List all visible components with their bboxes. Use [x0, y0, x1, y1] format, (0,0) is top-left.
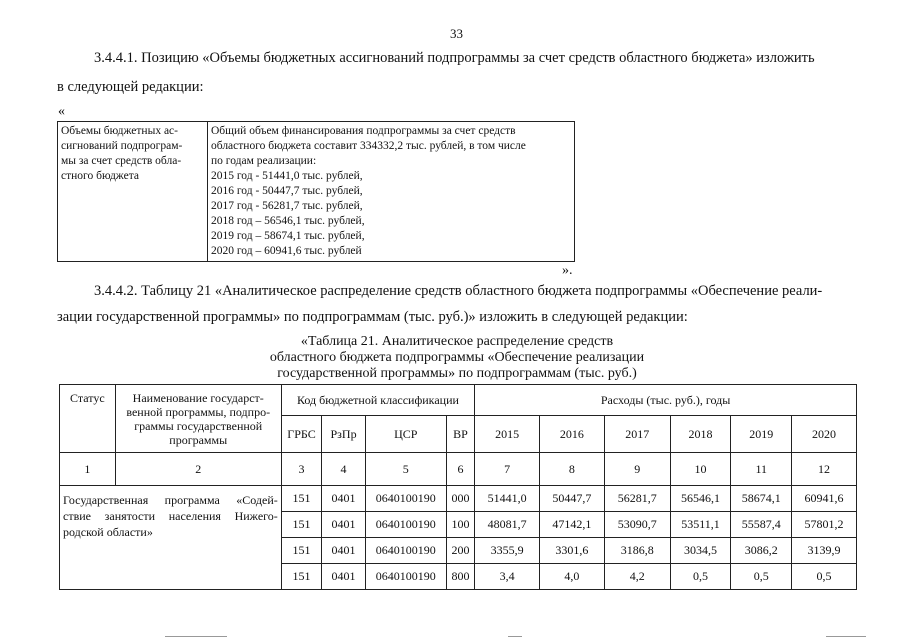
caption-line: «Таблица 21. Аналитическое распределение средств — [300, 334, 614, 349]
table-cell: 56281,7 — [604, 486, 670, 512]
table-cell: 3186,8 — [604, 538, 670, 564]
table-cell: 151 — [281, 512, 322, 538]
allocation-value-line: 2019 год – 58674,1 тыс. рублей, — [211, 230, 365, 242]
scan-artifact-line — [508, 636, 522, 637]
table-cell: 100 — [446, 512, 474, 538]
header-name: Наименование государст-венной программы, подпро-граммы государственной программы — [115, 385, 281, 453]
table-cell: 51441,0 — [475, 486, 540, 512]
table-cell: 3355,9 — [475, 538, 540, 564]
allocation-value-line: Общий объем финансирования подпрограммы за счет средств — [211, 125, 516, 137]
open-quote: « — [58, 104, 65, 119]
column-number: 5 — [365, 453, 446, 486]
program-name: Государственная программа «Содей-ствие занятости населения Нижего-родской области» — [60, 486, 282, 590]
table-cell: 4,2 — [604, 564, 670, 590]
header-code: Код бюджетной классификации — [281, 385, 474, 416]
header-csr: ЦСР — [365, 416, 446, 453]
column-number: 1 — [60, 453, 116, 486]
header-year: 2019 — [731, 416, 792, 453]
allocation-label-line: стного бюджета — [61, 170, 139, 182]
column-number: 10 — [670, 453, 731, 486]
table-cell: 800 — [446, 564, 474, 590]
table-cell: 4,0 — [539, 564, 604, 590]
table-cell: 53090,7 — [604, 512, 670, 538]
table-cell: 3034,5 — [670, 538, 731, 564]
table-cell: 0640100190 — [365, 486, 446, 512]
allocation-value-line: 2017 год - 56281,7 тыс. рублей, — [211, 200, 363, 212]
table-cell: 0640100190 — [365, 512, 446, 538]
allocation-value-line: областного бюджета составит 334332,2 тыс. рублей, в том числе — [211, 140, 526, 152]
table-caption — [157, 334, 757, 382]
table-cell: 0640100190 — [365, 564, 446, 590]
table-cell: 151 — [281, 538, 322, 564]
allocation-label-line: мы за счет средств обла- — [61, 155, 182, 167]
table-cell: 57801,2 — [792, 512, 857, 538]
budget-allocation-table — [57, 121, 575, 262]
section-2-text-line2: зации государственной программы» по подпрограммам (тыс. руб.)» изложить в следующей редакции: — [57, 309, 688, 325]
table-cell: 3139,9 — [792, 538, 857, 564]
allocation-value-line: 2015 год - 51441,0 тыс. рублей, — [211, 170, 363, 182]
table-cell: 0640100190 — [365, 538, 446, 564]
allocation-value-cell — [208, 122, 575, 262]
table-cell: 3,4 — [475, 564, 540, 590]
column-number: 2 — [115, 453, 281, 486]
table-cell: 0401 — [322, 512, 366, 538]
table-cell: 58674,1 — [731, 486, 792, 512]
allocation-value-line: 2016 год - 50447,7 тыс. рублей, — [211, 185, 363, 197]
table-cell: 50447,7 — [539, 486, 604, 512]
caption-line: областного бюджета подпрограммы «Обеспечение реализации — [269, 350, 645, 365]
table-cell: 0401 — [322, 486, 366, 512]
table-cell: 60941,6 — [792, 486, 857, 512]
allocation-value-line: по годам реализации: — [211, 155, 317, 167]
allocation-label-cell — [58, 122, 208, 262]
column-number: 3 — [281, 453, 322, 486]
column-number: 12 — [792, 453, 857, 486]
header-expenses: Расходы (тыс. руб.), годы — [475, 385, 857, 416]
section-1-text-line1: 3.4.4.1. Позицию «Объемы бюджетных ассигнований подпрограммы за счет средств областного бюджета» изложить — [94, 50, 815, 66]
table-cell: 48081,7 — [475, 512, 540, 538]
column-number: 11 — [731, 453, 792, 486]
section-1-text-line2: в следующей редакции: — [57, 79, 204, 95]
table-cell: 0401 — [322, 564, 366, 590]
section-2-text-line1: 3.4.4.2. Таблицу 21 «Аналитическое распределение средств областного бюджета подпрограммы «Обеспечение реали- — [94, 283, 823, 299]
table-cell: 0401 — [322, 538, 366, 564]
header-vr: ВР — [446, 416, 474, 453]
analytic-distribution-table — [59, 384, 857, 590]
allocation-label-line: сигнований подпрограм- — [61, 140, 183, 152]
table-cell: 0,5 — [670, 564, 731, 590]
header-year: 2017 — [604, 416, 670, 453]
allocation-value-line: 2018 год – 56546,1 тыс. рублей, — [211, 215, 365, 227]
table-cell: 3086,2 — [731, 538, 792, 564]
allocation-label-line: Объемы бюджетных ас- — [61, 125, 178, 137]
column-number: 7 — [475, 453, 540, 486]
column-number: 9 — [604, 453, 670, 486]
table-cell: 151 — [281, 564, 322, 590]
header-rzpr: РзПр — [322, 416, 366, 453]
header-status: Статус — [60, 385, 116, 453]
table-cell: 0,5 — [731, 564, 792, 590]
table-cell: 0,5 — [792, 564, 857, 590]
table-cell: 3301,6 — [539, 538, 604, 564]
header-year: 2018 — [670, 416, 731, 453]
header-year: 2020 — [792, 416, 857, 453]
table-cell: 47142,1 — [539, 512, 604, 538]
table-cell: 151 — [281, 486, 322, 512]
allocation-value-line: 2020 год – 60941,6 тыс. рублей — [211, 245, 362, 257]
column-number: 4 — [322, 453, 366, 486]
header-grbs: ГРБС — [281, 416, 322, 453]
header-year: 2016 — [539, 416, 604, 453]
table-cell: 200 — [446, 538, 474, 564]
close-quote: ». — [562, 263, 573, 278]
caption-line: государственной программы» по подпрограммам (тыс. руб.) — [277, 366, 637, 381]
page-number: 33 — [450, 26, 463, 41]
column-number: 8 — [539, 453, 604, 486]
table-cell: 55587,4 — [731, 512, 792, 538]
column-number: 6 — [446, 453, 474, 486]
header-year: 2015 — [475, 416, 540, 453]
table-cell: 53511,1 — [670, 512, 731, 538]
table-cell: 000 — [446, 486, 474, 512]
table-cell: 56546,1 — [670, 486, 731, 512]
scan-artifact-line — [826, 636, 866, 637]
scan-artifact-line — [165, 636, 227, 637]
